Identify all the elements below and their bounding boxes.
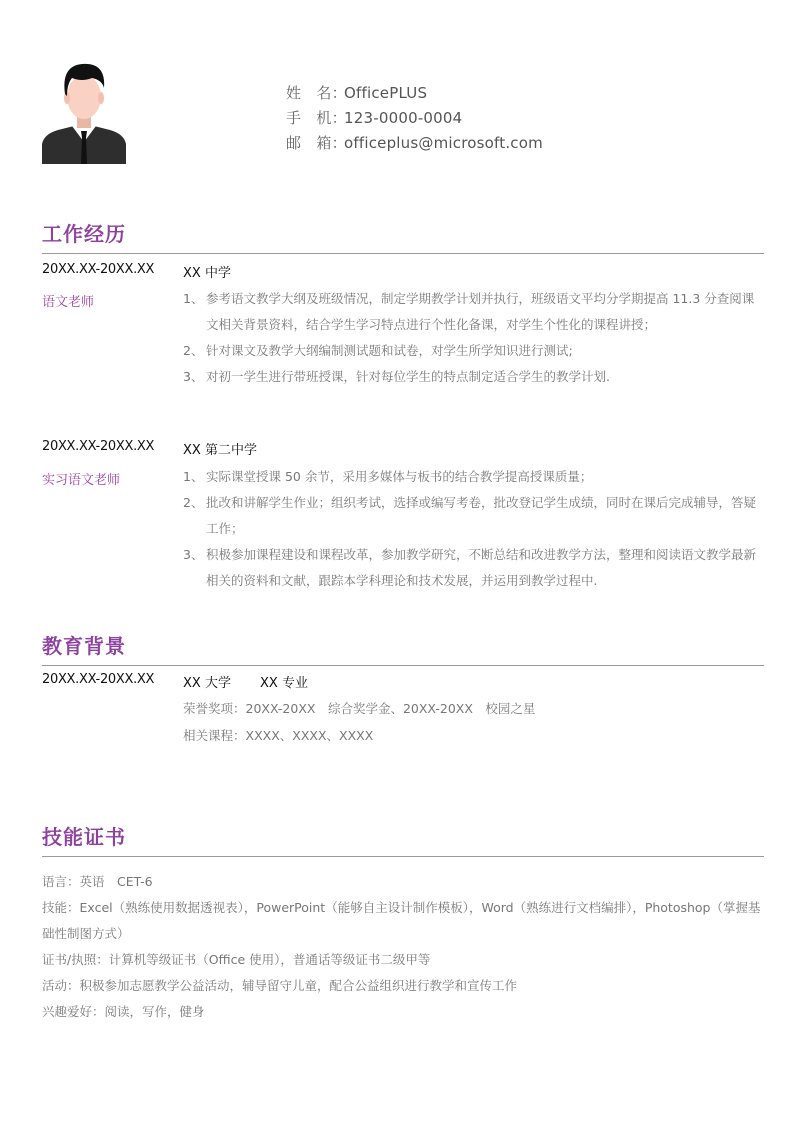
education-school: XX 大学 [183,676,231,691]
skill-language: 语言：英语 CET-6 [42,874,153,889]
job1-duty: 1、 参考语文教学大纲及班级情况，制定学期教学计划并执行，班级语文平均分学期提高 11.3 分查阅课文相关背景资料，结合学生学习特点进行个性化备课，对学生个性化的课程讲授； [183,291,755,332]
job2-duties [183,464,763,594]
work-divider [42,253,764,254]
job1-role: 语文老师 [42,295,95,310]
skills-list [42,869,764,1025]
job1-duties [183,286,763,390]
skills-section-title: 技能证书 [42,825,126,849]
phone-row [286,107,462,128]
job2-duty: 3、 积极参加课程建设和课程改革，参加教学研究，不断总结和改进教学方法，整理和阅读语文教学最新相关的资料和文献，跟踪本学科理论和技术发展，并运用到教学过程中. [183,547,757,588]
education-major: XX 专业 [260,676,308,691]
education-date: 20XX.XX-20XX.XX [42,672,155,687]
job1-org: XX 中学 [183,266,231,281]
phone-label: 手 机： [286,109,347,127]
job2-date: 20XX.XX-20XX.XX [42,439,155,454]
name-row [286,82,427,103]
email-value[interactable]: officeplus@microsoft.com [344,134,543,152]
job1-duty: 3、 对初一学生进行带班授课，针对每位学生的特点制定适合学生的教学计划. [183,369,610,384]
name-label: 姓 名： [286,84,347,102]
name-value: OfficePLUS [344,84,428,102]
skill-tech: 技能：Excel（熟练使用数据透视表），PowerPoint（能够自主设计制作模板），Word（熟练进行文档编排），Photoshop（掌握基础性制图方式） [42,900,761,941]
education-section-title: 教育背景 [42,634,126,658]
job2-org: XX 第二中学 [183,443,257,458]
work-section-title: 工作经历 [42,222,126,246]
education-divider [42,665,764,666]
phone-value: 123-0000-0004 [344,109,463,127]
email-label: 邮 箱： [286,134,347,152]
job2-duty: 1、 实际课堂授课 50 余节，采用多媒体与板书的结合教学提高授课质量； [183,469,593,484]
person-avatar-icon [42,52,126,164]
email-row [286,132,543,153]
skill-certs: 证书/执照：计算机等级证书（Office 使用），普通话等级证书二级甲等 [42,952,431,967]
skills-divider [42,856,764,857]
education-courses: 相关课程：XXXX、XXXX、XXXX [183,728,374,743]
job1-duty: 2、 针对课文及教学大纲编制测试题和试卷，对学生所学知识进行测试; [183,343,573,358]
skill-hobbies: 兴趣爱好：阅读，写作，健身 [42,1004,205,1019]
job1-date: 20XX.XX-20XX.XX [42,262,155,277]
education-honors: 荣誉奖项：20XX-20XX 综合奖学金、20XX-20XX 校园之星 [183,701,536,716]
job2-role: 实习语文老师 [42,473,121,488]
skill-activities: 活动：积极参加志愿教学公益活动，辅导留守儿童，配合公益组织进行教学和宣传工作 [42,978,518,993]
job2-duty: 2、 批改和讲解学生作业；组织考试，选择或编写考卷，批改登记学生成绩，同时在课后完成辅导，答疑工作； [183,495,757,536]
